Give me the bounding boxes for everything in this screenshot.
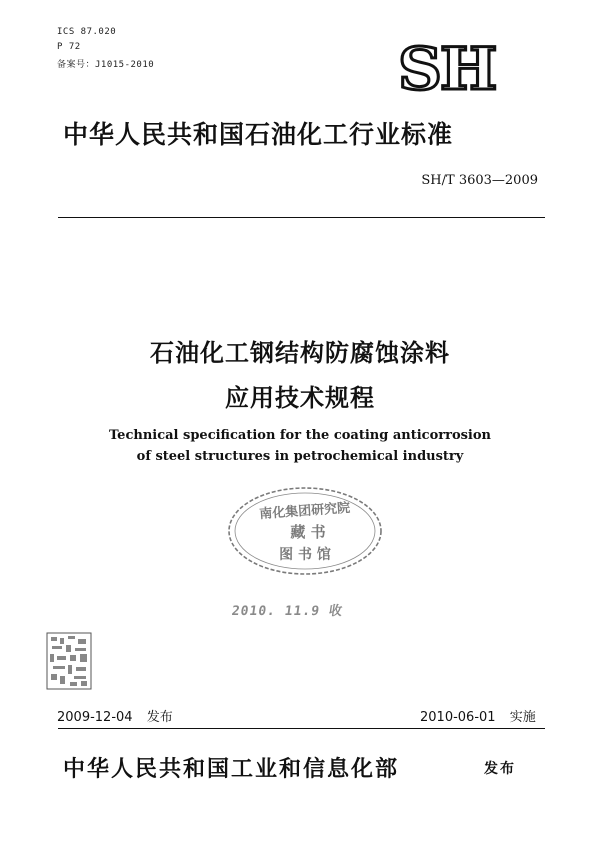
effective-date-value: 2010-06-01 xyxy=(420,710,496,725)
title-en-line-1: Technical specification for the coating anticorrosion xyxy=(109,428,491,443)
title-cn-line-1: 石油化工钢结构防腐蚀涂料 xyxy=(150,339,450,367)
title-en-line-2: of steel structures in petrochemical industry xyxy=(136,449,464,464)
effective-date-label: 实施 xyxy=(509,710,536,725)
ccs-code: P 72 xyxy=(57,42,81,52)
issue-date-value: 2009-12-04 xyxy=(57,710,133,725)
svg-text:南化集团研究院: 南化集团研究院 xyxy=(258,500,351,523)
effective-date xyxy=(420,706,536,725)
top-divider xyxy=(58,217,545,218)
svg-text:藏 书: 藏 书 xyxy=(290,523,326,541)
anti-counterfeit-seal xyxy=(46,632,92,690)
issuer-action: 发布 xyxy=(484,761,516,777)
sh-logo: SH xyxy=(398,35,496,103)
library-stamp xyxy=(226,485,384,577)
received-date-stamp: 2010. 11.9 收 xyxy=(230,604,344,619)
issue-date xyxy=(57,706,173,725)
svg-text:图 书 馆: 图 书 馆 xyxy=(279,547,331,563)
issuer-name: 中华人民共和国工业和信息化部 xyxy=(63,757,400,782)
standard-code: SH/T 3603—2009 xyxy=(421,173,538,188)
title-cn-line-2: 应用技术规程 xyxy=(225,384,375,412)
issue-date-label: 发布 xyxy=(146,710,173,725)
bottom-divider xyxy=(58,728,545,729)
standard-category-title: 中华人民共和国石油化工行业标准 xyxy=(63,120,454,149)
filing-number: 备案号：J1015-2010 xyxy=(57,60,155,70)
ics-code: ICS 87.020 xyxy=(57,27,117,37)
